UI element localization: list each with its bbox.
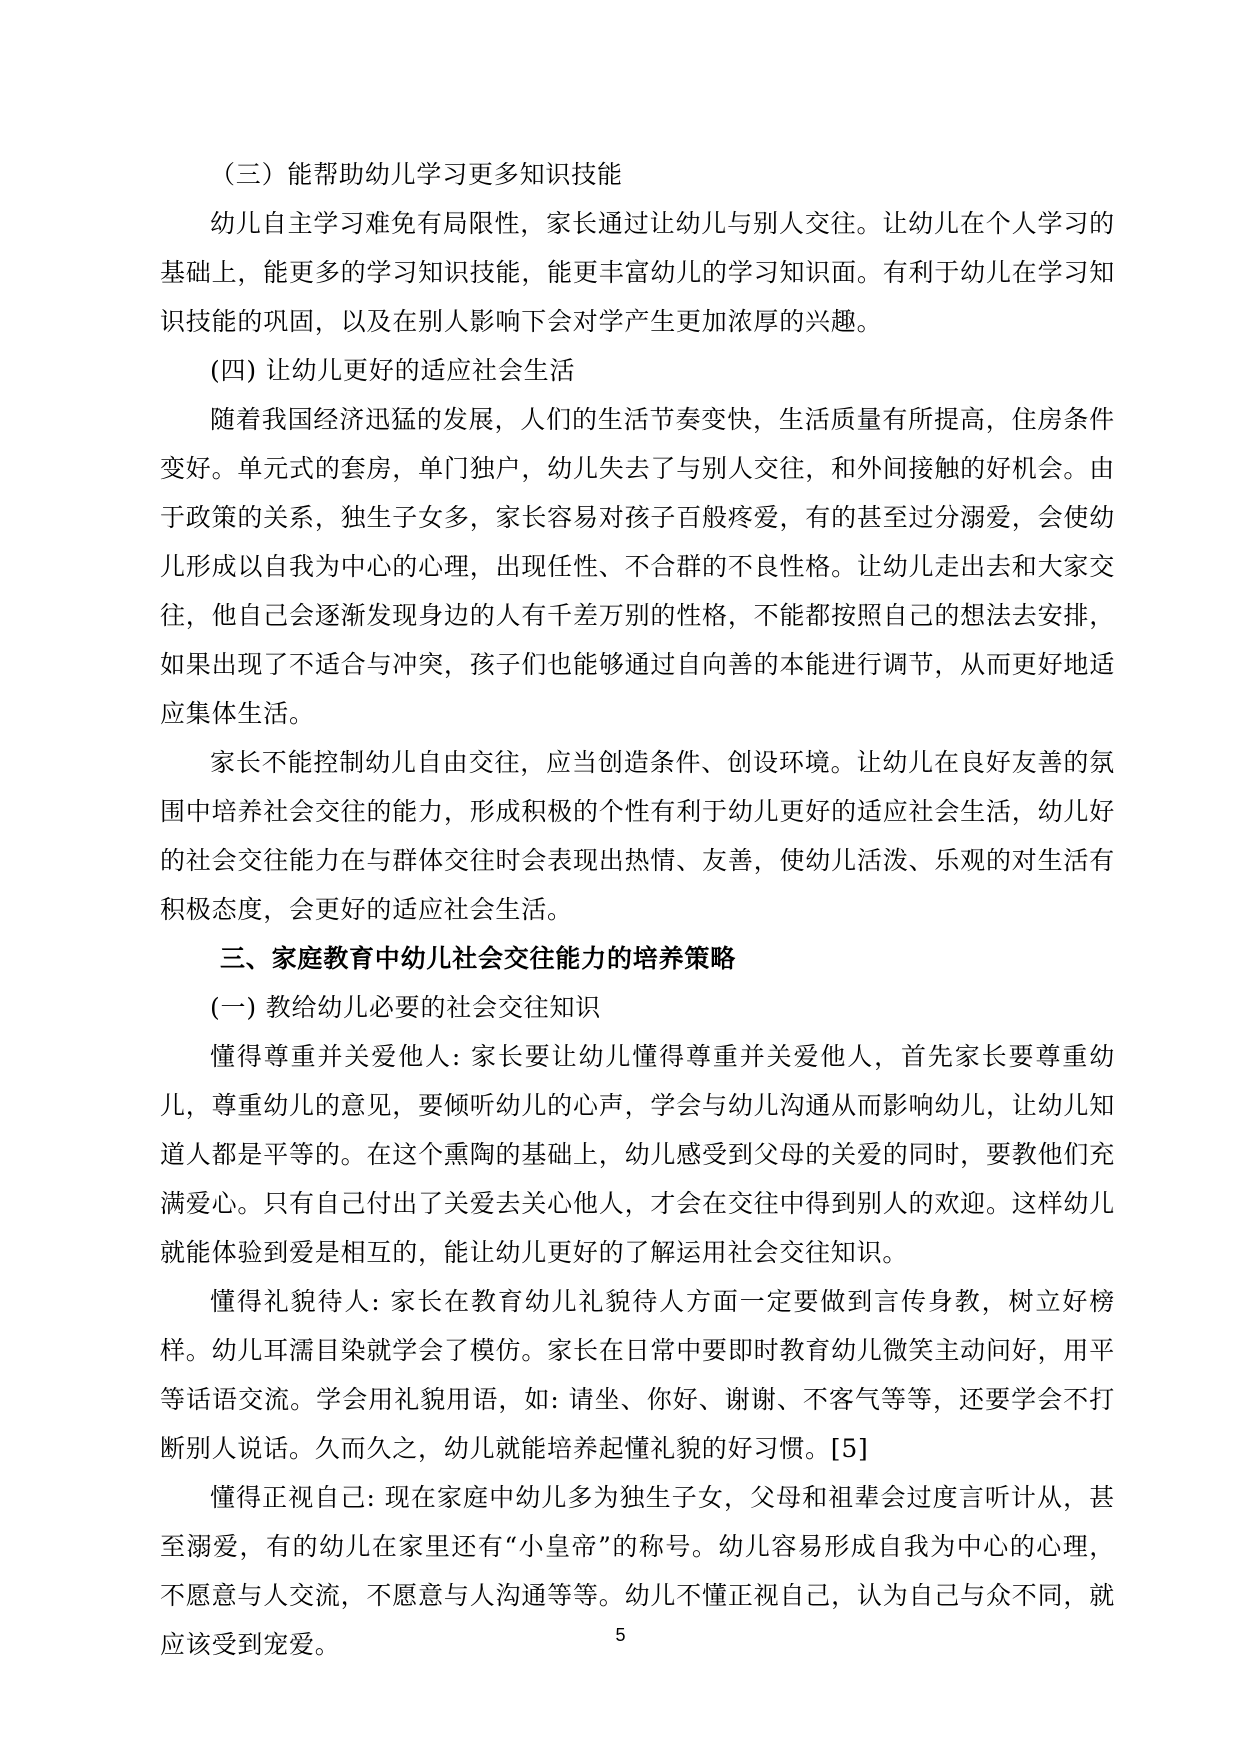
section-subheading: (一) 教给幼儿必要的社会交往知识 (210, 993, 602, 1022)
body-paragraph: 懂得尊重并关爱他人: 家长要让幼儿懂得尊重并关爱他人，首先家长要尊重幼儿，尊重幼儿的意见，要倾听幼儿的心声，学会与幼儿沟通从而影响幼儿，让幼儿知道人都是平等的。在这个熏陶的基础上，幼儿感受到父母的关爱的同时，要教他们充满爱心。只有自己付出了关爱去关心他人，才会在交往中得到别人的欢迎。这样幼儿就能体验到爱是相互的，能让幼儿更好的了解运用社会交往知识。 (160, 1042, 1115, 1267)
chapter-heading: 三、家庭教育中幼儿社会交往能力的培养策略 (220, 944, 737, 973)
body-paragraph: 懂得礼貌待人: 家长在教育幼儿礼貌待人方面一定要做到言传身教，树立好榜样。幼儿耳濡目染就学会了模仿。家长在日常中要即时教育幼儿微笑主动问好，用平等话语交流。学会用礼貌用语，如: 请坐、你好、谢谢、不客气等等，还要学会不打断别人说话。久而久之，幼儿就能培养起懂礼貌的好习惯。[5] (160, 1287, 1115, 1463)
body-paragraph: 懂得正视自己: 现在家庭中幼儿多为独生子女，父母和祖辈会过度言听计从，甚至溺爱，有的幼儿在家里还有“小皇帝”的称号。幼儿容易形成自我为中心的心理，不愿意与人交流，不愿意与人沟通等等。幼儿不懂正视自己，认为自己与众不同，就应该受到宠爱。 (160, 1483, 1115, 1659)
body-paragraph: 随着我国经济迅猛的发展，人们的生活节奏变快，生活质量有所提高，住房条件变好。单元式的套房，单门独户，幼儿失去了与别人交往，和外间接触的好机会。由于政策的关系，独生子女多，家长容易对孩子百般疼爱，有的甚至过分溺爱，会使幼儿形成以自我为中心的心理，出现任性、不合群的不良性格。让幼儿走出去和大家交往，他自己会逐渐发现身边的人有千差万别的性格，不能都按照自己的想法去安排，如果出现了不适合与冲突，孩子们也能够通过自向善的本能进行调节，从而更好地适应集体生活。 (160, 405, 1115, 728)
body-paragraph: 幼儿自主学习难免有局限性，家长通过让幼儿与别人交往。让幼儿在个人学习的基础上，能更多的学习知识技能，能更丰富幼儿的学习知识面。有利于幼儿在学习知识技能的巩固，以及在别人影响下会对学产生更加浓厚的兴趣。 (160, 209, 1115, 336)
section-subheading: （三）能帮助幼儿学习更多知识技能 (210, 160, 623, 189)
body-paragraph: 家长不能控制幼儿自由交往，应当创造条件、创设环境。让幼儿在良好友善的氛围中培养社会交往的能力，形成积极的个性有利于幼儿更好的适应社会生活，幼儿好的社会交往能力在与群体交往时会表现出热情、友善，使幼儿活泼、乐观的对生活有积极态度，会更好的适应社会生活。 (160, 748, 1115, 924)
section-subheading: (四) 让幼儿更好的适应社会生活 (210, 356, 576, 385)
document-body (160, 150, 1115, 1669)
page-number: 5 (615, 1625, 626, 1645)
